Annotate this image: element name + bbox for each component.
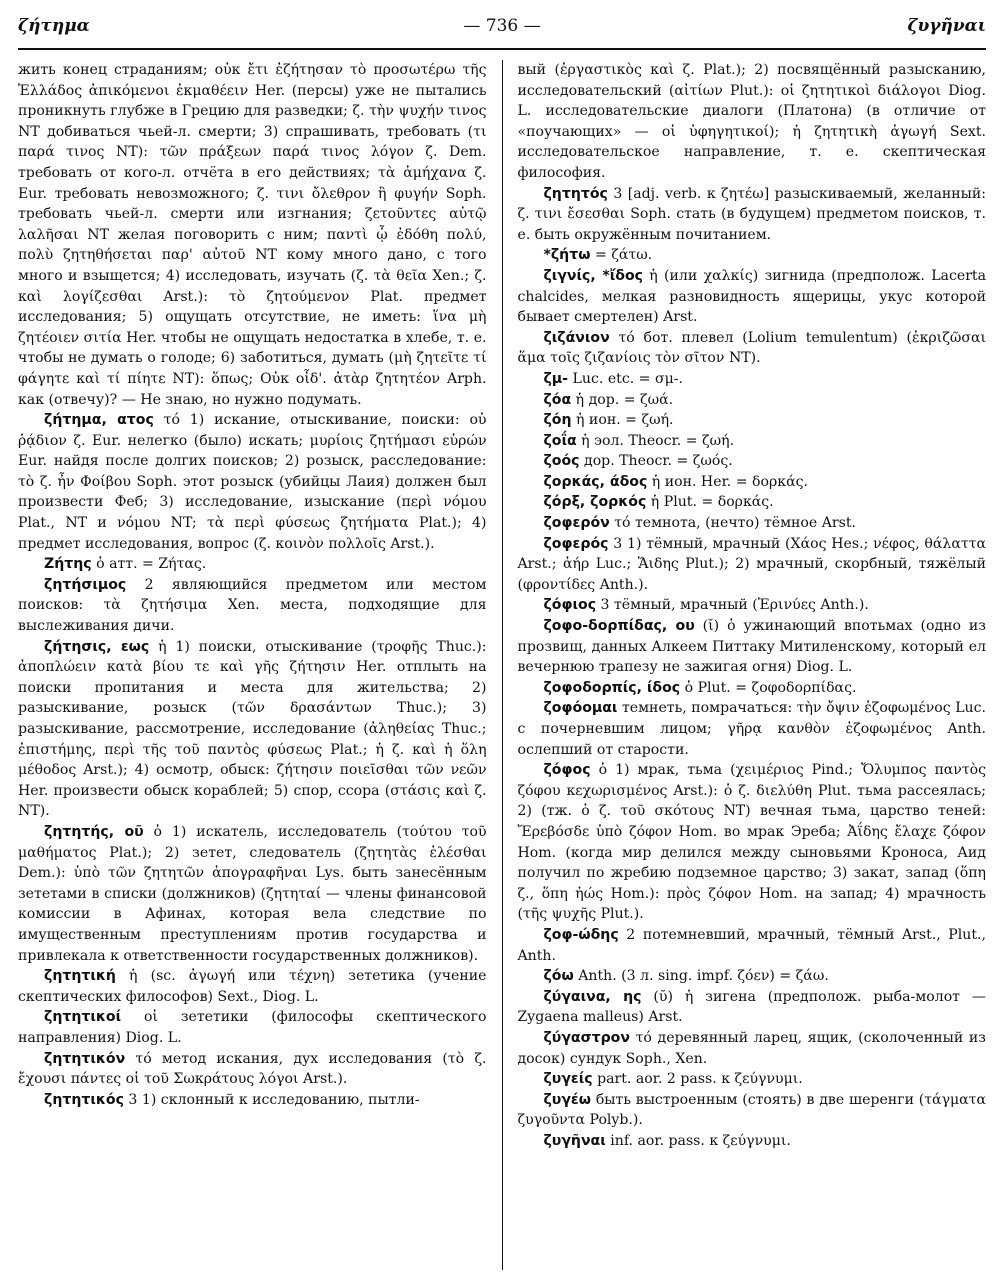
dictionary-entry	[517, 451, 986, 472]
entry-definition: inf. aor. pass. к ζεύγνυμι.	[605, 1132, 791, 1149]
dictionary-entry	[517, 328, 986, 369]
columns	[18, 60, 986, 1270]
entry-definition: ἡ 1) поиски, отыскивание (τροφῆς Thuc.): ἀποπλώειν κατὰ βίου τε καὶ γῆς ζήτησιν Her. отплыть на поиски пропитания и места для жительства; 2) разыскивание, розыск (τῶν δρασάντων Thuc.); 3) разыскивание, рассмотрение, исследование (ἀληθείας Thuc.; ἐπιστήμης, περὶ τῆς τοῦ παντὸς φύσεως Plat.; ἡ ζ. καὶ ἡ ὅλη μέθοδος Arst.); 4) осмотр, обыск: ζήτησιν ποιεῖσθαι τῶν νεῶν Her. произвести обыск кораблей; 5) спор, ссора (στάσις καὶ ζ. NT).	[18, 638, 487, 820]
dictionary-entry	[18, 637, 487, 822]
right-column	[517, 60, 986, 1270]
dictionary-entry	[517, 1131, 986, 1152]
entry-headword: ζόη	[543, 412, 572, 429]
dictionary-entry	[18, 60, 487, 410]
entry-definition: ὁ атт. = Ζήτας.	[91, 556, 207, 573]
dictionary-entry	[18, 1090, 487, 1111]
dictionary-entry	[517, 760, 986, 925]
entry-headword: ζοφερόν	[543, 515, 610, 532]
entry-headword: ζορκάς, άδος	[543, 473, 648, 490]
page-header	[18, 14, 986, 40]
entry-headword: ζοφερός	[543, 535, 609, 552]
entry-headword: ζητητική	[44, 968, 116, 985]
dictionary-entry	[517, 1069, 986, 1090]
entry-headword: ζόρξ, ζορκός	[543, 494, 647, 511]
entry-definition: τό бот. плевел (Lolium temulentum) (ἐκριζῶσαι ἅμα τοῖς ζιζανίοις τὸν σῖτον NT).	[517, 329, 986, 367]
entry-headword: ζιζάνιον	[543, 329, 610, 346]
entry-definition: ἡ ион. = ζωή.	[571, 412, 674, 429]
entry-headword: ζητητικοί	[44, 1009, 122, 1026]
entry-definition: вый (ἐργαστικὸς καὶ ζ. Plat.); 2) посвящённый разысканию, исследовательский (αἰτίων Plut.): οἱ ζητητικοὶ διάλογοι Diog. L. исследовательские диалоги (Платона) (в отличие от «поучающих» — οἱ ὑφηγητικοί); ἡ ζητητικὴ ἀγωγή Sext. исследовательское направление, т. е. скептическая философия.	[517, 62, 986, 181]
entry-headword: ζοφόομαι	[543, 700, 618, 717]
dictionary-entry	[18, 822, 487, 966]
entry-headword: ζόφος	[543, 762, 591, 779]
entry-headword: ζήτημα, ατος	[44, 412, 154, 429]
dictionary-entry	[18, 1007, 487, 1048]
entry-definition: ἡ дор. = ζωά.	[571, 391, 674, 408]
dictionary-entry	[18, 1049, 487, 1090]
entry-headword: ζύγαινα, ης	[543, 988, 642, 1005]
header-left-word: ζήτημα	[18, 16, 90, 36]
dictionary-entry	[18, 554, 487, 575]
entry-definition: быть выстроенным (стоять) в две шеренги (τάγματα ζυγοῦντα Polyb.).	[517, 1091, 986, 1129]
entry-definition: = ζάτω.	[590, 247, 653, 264]
entry-definition: (ῐ) ὁ ужинающий впотьмах (одно из прозвищ, данных Алкеем Питтаку Митиленскому, который ел вечернюю трапезу не зажигая огня) Diog. L.	[517, 618, 986, 676]
dictionary-entry	[517, 534, 986, 596]
entry-definition: 3 1) тёмный, мрачный (Χάος Hes.; νέφος, θάλαττα Arst.; ἀήρ Luc.; Ἅιδης Plut.); 2) мрачный, скорбный, тяжёлый (φροντίδες Anth.).	[517, 535, 986, 593]
entry-definition: ἡ (или χαλκίς) зигнида (предполож. Lacerta chalcides, мелкая разновидность ящерицы, укус которой бывает смертелен) Arst.	[517, 267, 986, 326]
entry-headword: ζόα	[543, 391, 572, 408]
dictionary-entry	[517, 595, 986, 616]
entry-headword: ζυγείς	[543, 1071, 593, 1088]
dictionary-entry	[517, 266, 986, 328]
dictionary-entry	[517, 245, 986, 266]
entry-headword: ζόω	[543, 968, 574, 985]
entry-definition: 3 тёмный, мрачный (Ἐρινύες Anth.).	[596, 597, 869, 614]
entry-headword: ζοφο-δορπίδας, ου	[543, 618, 695, 635]
entry-definition: жить конец страданиям; οὐκ ἔτι ἐζήτησαν τὸ προσωτέρω τῆς Ἑλλάδος ἀπικόμενοι ἐκμαθέειν Her. (персы) уже не пытались проникнуть глубже в Грецию для разведки; ζ. τὴν ψυχήν τινος NT добиваться чьей-л. смерти; 3) спрашивать, требовать (τι παρά τινος NT): τῶν πράξεων παρά τινος λόγον ζ. Dem. требовать от кого-л. отчёта в его действиях; τὰ ἀμήχανα ζ. Eur. требовать невозможного; ζ. τινι ὄλεθρον ἢ φυγήν Soph. требовать чьей-л. смерти или изгнания; ζετοῦντες αὐτῷ λαλῆσαι NT желая поговорить с ним; παντὶ ᾧ ἐδόθη πολύ, πολὺ ζητηθήσεται παρ' αὐτοῦ NT кому много дано, с того много и взыщется; 4) исследовать, изучать (ζ. τὰ θεῖα Xen.; ζ. καὶ λογίζεσθαι Arst.): τὸ ζητούμενον Plat. предмет исследования; 5) ощущать отсутствие, не иметь: ἵνα μὴ ζητέοιεν σιτία Her. чтобы не ощущать недостатка в хлебе, т. е. чтобы не думать о голоде; 6) заботиться, думать (μὴ ζητεῖτε τί φάγητε καὶ τί πίητε NT): ὅπως; Οὐκ οἶδ'. ἀτὰρ ζητητέον Arph. как (отвечу)? — Не знаю, но нужно подумать.	[18, 62, 487, 408]
dictionary-entry	[517, 925, 986, 966]
dictionary-entry	[517, 987, 986, 1028]
entry-headword: ζοΐα	[543, 432, 577, 449]
entry-headword: ζητητικόν	[44, 1050, 126, 1067]
entry-headword: ζοφοδορπίς, ίδος	[543, 679, 681, 696]
entry-headword: ζμ-	[543, 370, 569, 387]
entry-headword: *ζήτω	[543, 247, 591, 264]
dictionary-entry	[517, 184, 986, 246]
entry-definition: ἡ Plut. = δορκάς.	[646, 494, 774, 511]
entry-definition: 3 1) склонный к исследованию, пытли-	[123, 1091, 420, 1108]
dictionary-entry	[517, 431, 986, 452]
entry-definition: ἡ эол. Theocr. = ζωή.	[576, 432, 735, 449]
page-number: — 736 —	[463, 16, 541, 36]
entry-definition: τό деревянный ларец, ящик, (сколоченный из досок) сундук Soph., Xen.	[517, 1029, 986, 1067]
entry-definition: темнеть, помрачаться: τὴν ὄψιν ἐζοφωμένος Luc. с почерневшим лицом; γῆρᾳ κανθὸν ἐζοφωμένος Anth. ослепший от старости.	[517, 700, 986, 758]
entry-headword: Ζήτης	[44, 556, 92, 573]
entry-headword: ζοφ-ώδης	[543, 926, 619, 943]
column-divider	[502, 60, 503, 1270]
entry-definition: 2 являющийся предметом или местом поисков: τὰ ζητήσιμα Xen. места, подходящие для выслеживания дичи.	[18, 576, 487, 635]
dictionary-entry	[517, 513, 986, 534]
entry-headword: ζυγῆναι	[543, 1132, 606, 1149]
entry-headword: ζυγέω	[543, 1091, 592, 1108]
dictionary-entry	[517, 369, 986, 390]
entry-headword: ζητήσιμος	[44, 576, 127, 593]
entry-definition: τό метод искания, дух исследования (τὸ ζ. ἔχουσι πάντες οἱ τοῦ Σωκράτους λόγοι Arst.).	[18, 1050, 487, 1088]
entry-headword: ζητητής, οῦ	[44, 823, 144, 840]
entry-headword: ζητητικός	[44, 1091, 124, 1108]
left-column	[18, 60, 487, 1270]
header-right-word: ζυγῆναι	[907, 16, 986, 36]
dictionary-entry	[517, 1028, 986, 1069]
dictionary-entry	[517, 678, 986, 699]
entry-definition: Luc. etc. = σμ-.	[568, 370, 683, 387]
dictionary-entry	[517, 390, 986, 411]
entry-definition: 3 [adj. verb. к ζητέω] разыскиваемый, желанный: ζ. τινι ἔσεσθαι Soph. стать (в будущем) предметом поисков, т. е. быть окружённым почитанием.	[517, 185, 986, 243]
dictionary-entry	[517, 698, 986, 760]
entry-definition: Anth. (3 л. sing. impf. ζόεν) = ζάω.	[573, 968, 829, 985]
dictionary-entry	[517, 492, 986, 513]
entry-definition: 2 потемневший, мрачный, тёмный Arst., Plut., Anth.	[517, 926, 986, 964]
entry-headword: ζύγαστρον	[543, 1029, 630, 1046]
entry-headword: ζήτησις, εως	[44, 638, 150, 655]
dictionary-entry	[517, 60, 986, 184]
dictionary-entry	[517, 410, 986, 431]
entry-definition: part. aor. 2 pass. к ζεύγνυμι.	[592, 1071, 803, 1088]
dictionary-entry	[517, 1090, 986, 1131]
entry-headword: ζητητός	[543, 185, 608, 202]
entry-headword: ζιγνίς, *ἴδος	[543, 267, 644, 284]
entry-definition: дор. Theocr. = ζωός.	[579, 453, 733, 470]
header-rule	[18, 48, 986, 50]
dictionary-entry	[18, 410, 487, 554]
dictionary-entry	[517, 966, 986, 987]
dictionary-entry	[517, 616, 986, 678]
entry-definition: (ῠ) ἡ зигена (предполож. рыба-молот — Zygaena malleus) Arst.	[517, 988, 986, 1026]
entry-definition: ἡ (sc. ἀγωγή или τέχνη) зететика (учение скептических философов) Sext., Diog. L.	[18, 968, 487, 1005]
entry-definition: ὁ 1) мрак, тьма (χειμέριος Pind.; Ὄλυμπος παντὸς ζόφου κεχωρισμένος Arst.): ὁ ζ. διελύθη Plut. тьма рассеялась; 2) (тж. ὁ ζ. τοῦ σκότους NT) вечная тьма, царство теней: Ἔρεβόσδε ὑπὸ ζόφον Hom. во мрак Эреба; Ἀΐδης ἔλαχε ζόφον Hom. (когда мир делился между сыновьями Кроноса, Аид получил по жребию подземное царство; 3) закат, запад (ὅπη ζ., ὅπη ἠώς Hom.): πρὸς ζόφον Hom. на запад; 4) мрачность (τῆς ψυχῆς Plut.).	[517, 762, 986, 923]
entry-definition: οἱ зететики (философы скептического направления) Diog. L.	[18, 1009, 487, 1046]
entry-definition: ἡ ион. Her. = δορκάς.	[647, 473, 808, 490]
dictionary-entry	[18, 966, 487, 1007]
entry-definition: τό темнота, (нечто) тёмное Arst.	[609, 515, 857, 532]
dictionary-entry	[517, 472, 986, 493]
column-gap	[487, 60, 518, 1270]
entry-headword: ζοός	[543, 453, 580, 470]
entry-definition: ὁ 1) искатель, исследователь (τούτου τοῦ μαθήματος Plat.); 2) зетет, следователь (ζητητὰς ἑλέσθαι Dem.): ὑπὸ τῶν ζητητῶν ἀπογραφῆναι Lys. быть занесённым зететами в списки (должников) (ζητηταί — члены финансовой комиссии в Афинах, которая вела следствие по имущественным преступлениям против государства и привлекала к ответственности государственных должников).	[18, 823, 487, 964]
entry-definition: ὁ Plut. = ζοφοδορπίδας.	[680, 679, 857, 696]
entry-definition: τό 1) искание, отыскивание, поиски: οὐ ῥᾴδιον ζ. Eur. нелегко (было) искать; μυρίοις ζητήμασι εὑρών Eur. найдя после долгих поисков; 2) розыск, расследование: τὸ ζ. ἦν Φοίβου Soph. этот розыск (убийцы Лаия) должен был произвести Феб; 3) исследование, изыскание (περὶ νόμου Plat., NT и νόμου NT; τὰ περὶ φύσεως ζητήματα Plat.); 4) предмет исследования, вопрос (ζ. κοινὸν πολλοῖς Arst.).	[18, 412, 487, 552]
entry-headword: ζόφιος	[543, 597, 597, 614]
dictionary-entry	[18, 575, 487, 637]
